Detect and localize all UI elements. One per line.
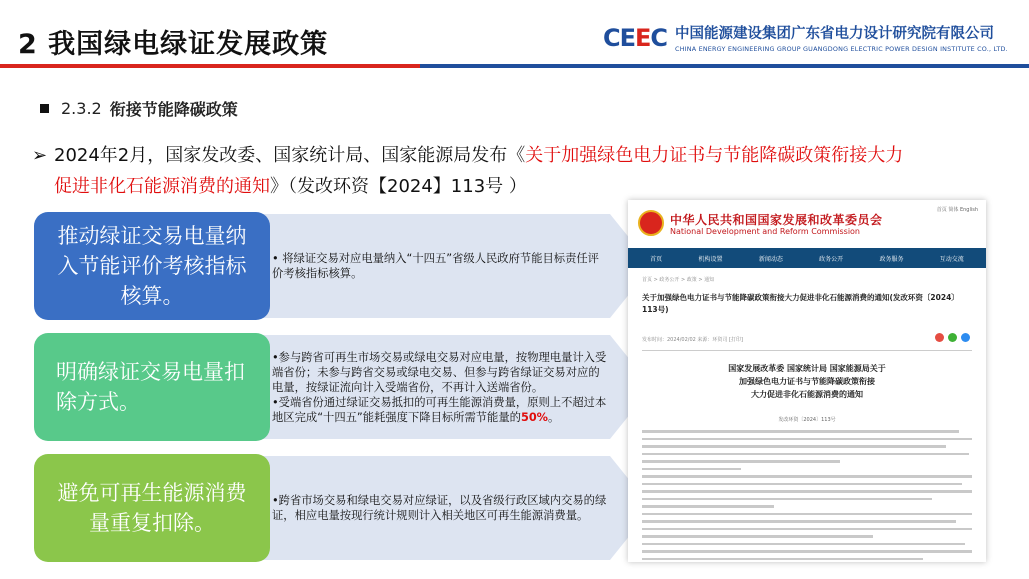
doc-article-title: 关于加强绿色电力证书与节能降碳政策衔接大力促进非化石能源消费的通知(发改环资〔2024〕113号) <box>642 293 959 314</box>
slide-title: 2 我国绿电绿证发展政策 <box>18 29 329 60</box>
wechat-icon <box>948 333 957 342</box>
doc-body-title-line: 加强绿色电力证书与节能降碳政策衔接 <box>739 377 875 386</box>
doc-breadcrumb: 首页 > 政务公开 > 政策 > 通知 <box>642 277 715 283</box>
ndrc-notice-screenshot <box>628 200 986 562</box>
arrow-bullet-icon: ➢ <box>32 145 48 166</box>
site-nav-item: 政务公开 <box>819 255 844 263</box>
policy-detail-2 <box>272 333 608 441</box>
ceec-logo-mark: CEEC <box>603 23 668 52</box>
square-bullet-icon <box>40 104 49 113</box>
weibo-icon <box>935 333 944 342</box>
site-nav-item: 首页 <box>650 255 663 263</box>
site-nav-item: 新闻动态 <box>758 255 783 263</box>
detail-text-with-percent <box>272 395 608 425</box>
site-nav-item: 政务服务 <box>879 255 904 263</box>
national-emblem-icon <box>638 210 664 236</box>
policy-detail-3 <box>272 454 608 562</box>
policy-detail-1 <box>272 212 608 320</box>
detail-text: •跨省市场交易和绿电交易对应绿证，以及省级行政区域内交易的绿证，相应电量按现行统计规则计入相关地区可再生能源消费量。 <box>272 494 607 522</box>
site-nav-item: 互动交流 <box>939 255 964 263</box>
doc-body-title-line: 大力促进非化石能源消费的通知 <box>751 390 863 399</box>
company-name-en: CHINA ENERGY ENGINEERING GROUP GUANGDONG ELECTRIC POWER DESIGN INSTITUTE CO., LTD. <box>675 45 1008 53</box>
doc-body-title-line: 国家发展改革委 国家统计局 国家能源局关于 <box>728 364 886 373</box>
share-icons <box>935 333 970 342</box>
intro-tail: 》（发改环资【2024】113号 ） <box>270 176 527 197</box>
section-number: 2.3.2 <box>61 99 102 118</box>
doc-body-text <box>642 430 972 562</box>
title-rule-red <box>0 64 420 68</box>
intro-highlight-1: 关于加强绿色电力证书与节能降碳政策衔接大力 <box>525 145 904 166</box>
section-heading <box>40 97 238 120</box>
doc-body-title <box>628 362 986 401</box>
section-label: 衔接节能降碳政策 <box>109 100 238 119</box>
site-top-links: 首页 简体 English <box>936 207 978 213</box>
doc-number: 发改环资〔2024〕113号 <box>778 417 836 423</box>
policy-box-1: 推动绿证交易电量纳入节能评价考核指标核算。 <box>34 212 270 320</box>
percent-highlight: 50% <box>520 410 548 424</box>
intro-paragraph <box>32 140 982 202</box>
detail-text: •受端省份通过绿证交易抵扣的可再生能源消费量，原则上不超过本地区完成“十四五”能耗强度下降目标所需节能量的 <box>272 395 607 424</box>
policy-box-2: 明确绿证交易电量扣除方式。 <box>34 333 270 441</box>
title-rule-blue <box>420 64 1029 68</box>
doc-divider <box>642 350 972 351</box>
site-title-en: National Development and Reform Commission <box>670 227 860 236</box>
company-logo <box>603 22 1008 53</box>
site-title-cn: 中华人民共和国国家发展和改革委员会 <box>670 213 883 227</box>
detail-text: • 将绿证交易对应电量纳入“十四五”省级人民政府节能目标责任评价考核指标核算。 <box>272 252 599 280</box>
detail-end: 。 <box>548 410 560 424</box>
company-name-cn: 中国能源建设集团广东省电力设计研究院有限公司 <box>675 26 995 42</box>
qzone-icon <box>961 333 970 342</box>
policy-box-3: 避免可再生能源消费量重复扣除。 <box>34 454 270 562</box>
intro-lead: 2024年2月，国家发改委、国家统计局、国家能源局发布《 <box>54 145 526 166</box>
site-nav-item: 机构设置 <box>698 255 723 263</box>
intro-highlight-2: 促进非化石能源消费的通知 <box>54 176 270 197</box>
detail-text: •参与跨省可再生市场交易或绿电交易对应电量，按物理电量计入受端省份；未参与跨省交易或绿电交易、但参与跨省绿证交易对应的电量，按绿证流向计入受端省份，不再计入送端省份。 <box>272 350 607 394</box>
doc-meta: 发布时间：2024/02/02 来源：环资司 [打印] <box>642 337 743 343</box>
site-nav <box>628 248 986 268</box>
